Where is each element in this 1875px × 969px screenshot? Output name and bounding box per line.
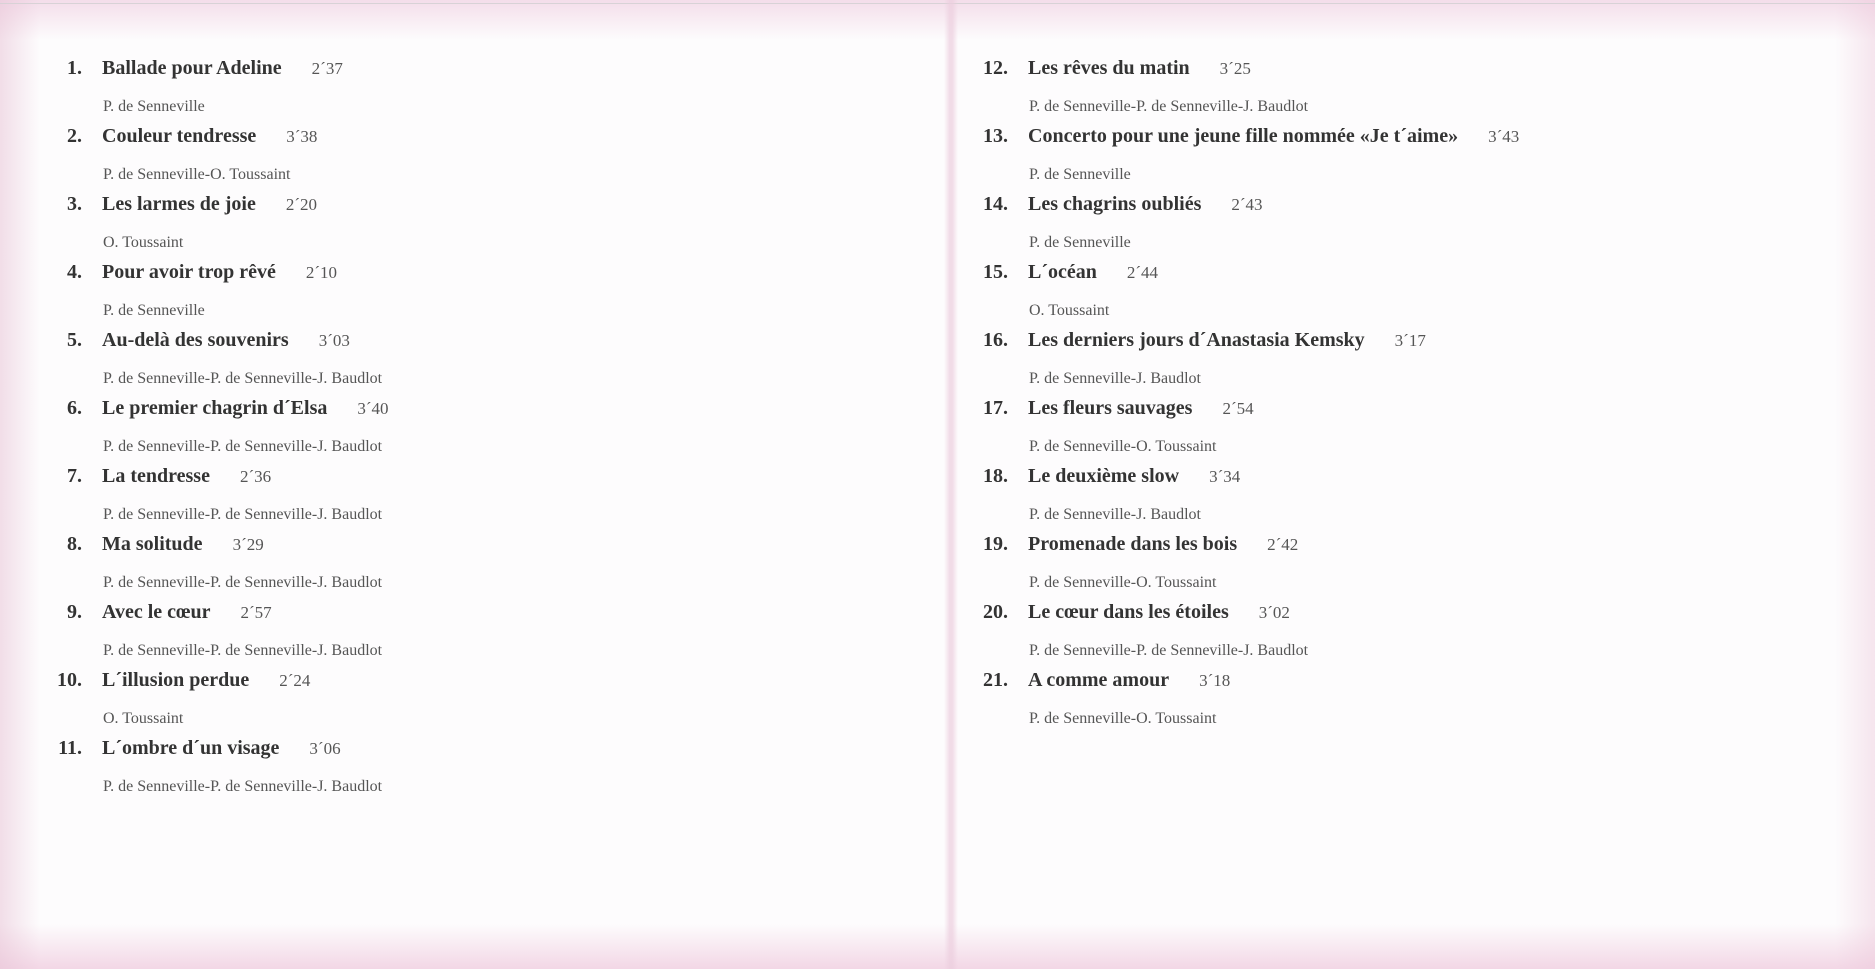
track-entry — [40, 193, 920, 261]
track-title: Ballade pour Adeline — [102, 57, 282, 79]
track-title: Le deuxième slow — [1028, 465, 1180, 487]
track-credit: P. de Senneville — [1029, 234, 1131, 251]
track-credit: O. Toussaint — [103, 710, 184, 727]
track-entry — [965, 261, 1845, 329]
track-heading — [965, 601, 1845, 637]
track-credit: O. Toussaint — [1029, 302, 1110, 319]
track-entry — [965, 533, 1845, 601]
track-duration: 3´03 — [318, 331, 350, 350]
track-credit: P. de Senneville-O. Toussaint — [1029, 574, 1217, 591]
track-number: 18. — [983, 465, 1008, 487]
track-credit: O. Toussaint — [103, 234, 184, 251]
track-title: Les derniers jours d´Anastasia Kemsky — [1028, 329, 1365, 351]
track-entry — [40, 669, 920, 737]
track-entry — [40, 465, 920, 533]
track-entry — [965, 465, 1845, 533]
track-title: Au-delà des souvenirs — [102, 329, 289, 351]
track-credit: P. de Senneville-P. de Senneville-J. Baudlot — [1029, 642, 1309, 659]
track-title: L´ombre d´un visage — [102, 737, 280, 759]
track-heading — [965, 57, 1845, 93]
track-heading — [965, 533, 1845, 569]
track-heading — [40, 193, 920, 229]
track-number: 17. — [983, 397, 1008, 419]
track-duration: 3´43 — [1488, 127, 1520, 146]
track-number: 19. — [983, 533, 1008, 555]
track-duration: 2´37 — [311, 59, 343, 78]
track-heading — [965, 465, 1845, 501]
track-number: 13. — [983, 125, 1008, 147]
track-title: Couleur tendresse — [102, 125, 257, 147]
track-number: 15. — [983, 261, 1008, 283]
track-duration: 2´42 — [1267, 535, 1299, 554]
track-duration: 3´18 — [1199, 671, 1231, 690]
track-entry — [965, 57, 1845, 125]
track-entry — [40, 125, 920, 193]
track-title: Ma solitude — [102, 533, 203, 555]
track-credit: P. de Senneville-O. Toussaint — [1029, 710, 1217, 727]
track-title: Promenade dans les bois — [1028, 533, 1238, 555]
track-duration: 3´25 — [1219, 59, 1251, 78]
track-number: 12. — [983, 57, 1008, 79]
track-number: 4. — [67, 261, 82, 283]
track-credit: P. de Senneville-J. Baudlot — [1029, 370, 1201, 387]
track-heading — [965, 329, 1845, 365]
track-number: 16. — [983, 329, 1008, 351]
track-title: Avec le cœur — [102, 601, 211, 623]
track-title: Les larmes de joie — [102, 193, 256, 215]
tracklist-left-column — [40, 57, 920, 805]
track-heading — [40, 125, 920, 161]
track-credit: P. de Senneville-P. de Senneville-J. Baudlot — [103, 642, 383, 659]
track-credit: P. de Senneville — [1029, 166, 1131, 183]
track-duration: 3´29 — [232, 535, 264, 554]
track-credit: P. de Senneville-P. de Senneville-J. Baudlot — [103, 574, 383, 591]
track-number: 9. — [67, 601, 82, 623]
track-heading — [40, 601, 920, 637]
track-heading — [965, 669, 1845, 705]
track-title: L´illusion perdue — [102, 669, 250, 691]
track-number: 6. — [67, 397, 82, 419]
track-heading — [965, 125, 1845, 161]
track-duration: 2´44 — [1126, 263, 1159, 282]
track-entry — [965, 601, 1845, 669]
track-number: 7. — [67, 465, 82, 487]
track-number: 2. — [67, 125, 82, 147]
track-duration: 2´10 — [305, 263, 338, 282]
track-title: L´océan — [1028, 261, 1097, 283]
track-credit: P. de Senneville — [103, 98, 205, 115]
track-heading — [40, 397, 920, 433]
track-title: A comme amour — [1028, 669, 1170, 691]
track-heading — [965, 193, 1845, 229]
track-credit: P. de Senneville-P. de Senneville-J. Baudlot — [103, 778, 383, 795]
track-entry — [965, 193, 1845, 261]
track-duration: 3´40 — [357, 399, 389, 418]
track-duration: 3´06 — [309, 739, 341, 758]
track-heading — [40, 57, 920, 93]
track-credit: P. de Senneville-P. de Senneville-J. Baudlot — [103, 438, 383, 455]
track-credit: P. de Senneville — [103, 302, 205, 319]
track-duration: 2´54 — [1222, 399, 1254, 418]
track-title: Concerto pour une jeune fille nommée «Je t´aime» — [1028, 125, 1459, 147]
track-heading — [965, 397, 1845, 433]
track-entry — [40, 533, 920, 601]
track-entry — [40, 57, 920, 125]
track-entry — [40, 601, 920, 669]
track-heading — [40, 533, 920, 569]
track-credit: P. de Senneville-O. Toussaint — [103, 166, 291, 183]
track-number: 10. — [57, 669, 82, 691]
track-duration: 3´38 — [286, 127, 318, 146]
track-entry — [965, 125, 1845, 193]
track-title: Les fleurs sauvages — [1028, 397, 1193, 419]
track-duration: 3´02 — [1258, 603, 1290, 622]
track-entry — [40, 261, 920, 329]
track-heading — [40, 465, 920, 501]
track-duration: 2´24 — [279, 671, 311, 690]
track-entry — [40, 397, 920, 465]
track-entry — [40, 329, 920, 397]
track-entry — [965, 397, 1845, 465]
track-duration: 2´43 — [1231, 195, 1263, 214]
track-heading — [40, 261, 920, 297]
track-heading — [965, 261, 1845, 297]
track-number: 8. — [67, 533, 82, 555]
track-duration: 3´34 — [1209, 467, 1241, 486]
track-heading — [40, 329, 920, 365]
top-border-line — [0, 3, 1875, 4]
track-number: 3. — [67, 193, 82, 215]
track-number: 1. — [67, 57, 82, 79]
scan-edge-left — [0, 0, 40, 969]
track-credit: P. de Senneville-J. Baudlot — [1029, 506, 1201, 523]
track-title: Les rêves du matin — [1028, 57, 1190, 79]
track-credit: P. de Senneville-P. de Senneville-J. Baudlot — [103, 370, 383, 387]
scan-edge-top — [0, 0, 1875, 40]
tracklist-right-column — [965, 57, 1845, 737]
track-entry — [40, 737, 920, 805]
track-title: Le cœur dans les étoiles — [1028, 601, 1229, 623]
track-number: 21. — [983, 669, 1008, 691]
track-entry — [965, 329, 1845, 397]
track-heading — [40, 669, 920, 705]
track-credit: P. de Senneville-P. de Senneville-J. Baudlot — [103, 506, 383, 523]
track-credit: P. de Senneville-P. de Senneville-J. Baudlot — [1029, 98, 1309, 115]
track-number: 11. — [58, 737, 82, 759]
track-heading — [40, 737, 920, 773]
track-duration: 3´17 — [1394, 331, 1426, 350]
track-duration: 2´36 — [239, 467, 272, 486]
track-title: Pour avoir trop rêvé — [102, 261, 276, 283]
track-number: 5. — [67, 329, 82, 351]
scan-edge-bottom — [0, 924, 1875, 969]
booklet-fold — [944, 0, 958, 969]
track-credit: P. de Senneville-O. Toussaint — [1029, 438, 1217, 455]
track-duration: 2´20 — [285, 195, 318, 214]
track-title: La tendresse — [102, 465, 210, 487]
track-title: Le premier chagrin d´Elsa — [102, 397, 328, 419]
track-title: Les chagrins oubliés — [1028, 193, 1202, 215]
track-duration: 2´57 — [240, 603, 272, 622]
track-entry — [965, 669, 1845, 737]
track-number: 20. — [983, 601, 1008, 623]
track-number: 14. — [983, 193, 1008, 215]
